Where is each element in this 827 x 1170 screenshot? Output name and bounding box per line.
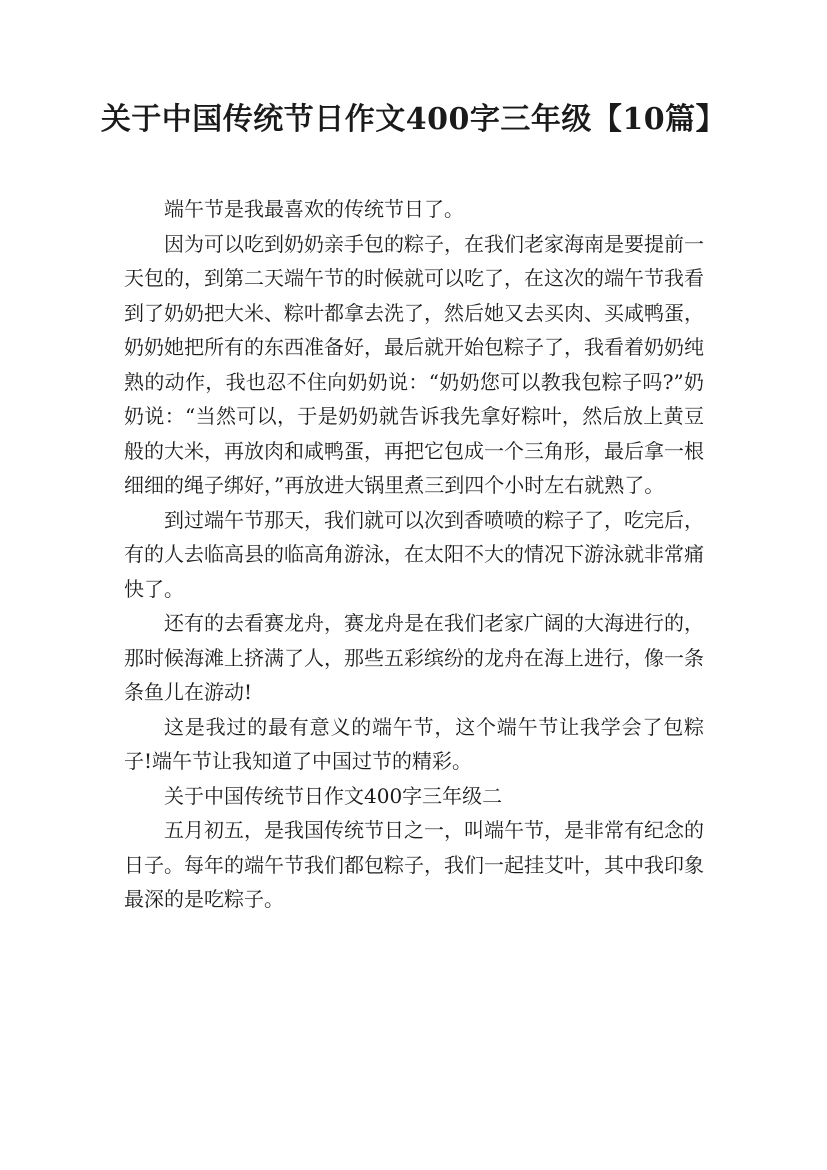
section-heading-2: 关于中国传统节日作文400字三年级二: [164, 783, 503, 808]
paragraph-3: 到过端午节那天，我们就可以次到香喷喷的粽子了，吃完后，有的人去临高县的临高角游泳，在太阳不大的情况下游泳就非常痛快了。: [124, 507, 704, 601]
paragraph-6: 五月初五，是我国传统节日之一，叫端午节，是非常有纪念的日子。每年的端午节我们都包粽子，我们一起挂艾叶，其中我印象最深的是吃粽子。: [124, 818, 704, 911]
document-body: [124, 192, 704, 917]
paragraph-5: 这是我过的最有意义的端午节，这个端午节让我学会了包粽子!端午节让我知道了中国过节的精彩。: [124, 714, 704, 773]
paragraph-1: 端午节是我最喜欢的传统节日了。: [164, 197, 464, 221]
document-title: 关于中国传统节日作文400字三年级【10篇】: [100, 102, 727, 137]
paragraph-4: 还有的去看赛龙舟，赛龙舟是在我们老家广阔的大海进行的，那时候海滩上挤满了人，那些五彩缤纷的龙舟在海上进行，像一条条鱼儿在游动!: [124, 611, 704, 704]
paragraph-2: 因为可以吃到奶奶亲手包的粽子，在我们老家海南是要提前一天包的，到第二天端午节的时候就可以吃了，在这次的端午节我看到了奶奶把大米、粽叶都拿去洗了，然后她又去买肉、买咸鸭蛋，奶奶她把所有的东西准备好，最后就开始包粽子了，我看着奶奶纯熟的动作，我也忍不住向奶奶说：“奶奶您可以教我包粽子吗?”奶奶说：“当然可以，于是奶奶就告诉我先拿好粽叶，然后放上黄豆般的大米，再放肉和咸鸭蛋，再把它包成一个三角形，最后拿一根细细的绳子绑好，”再放进大锅里煮三到四个小时左右就熟了。: [124, 231, 704, 497]
